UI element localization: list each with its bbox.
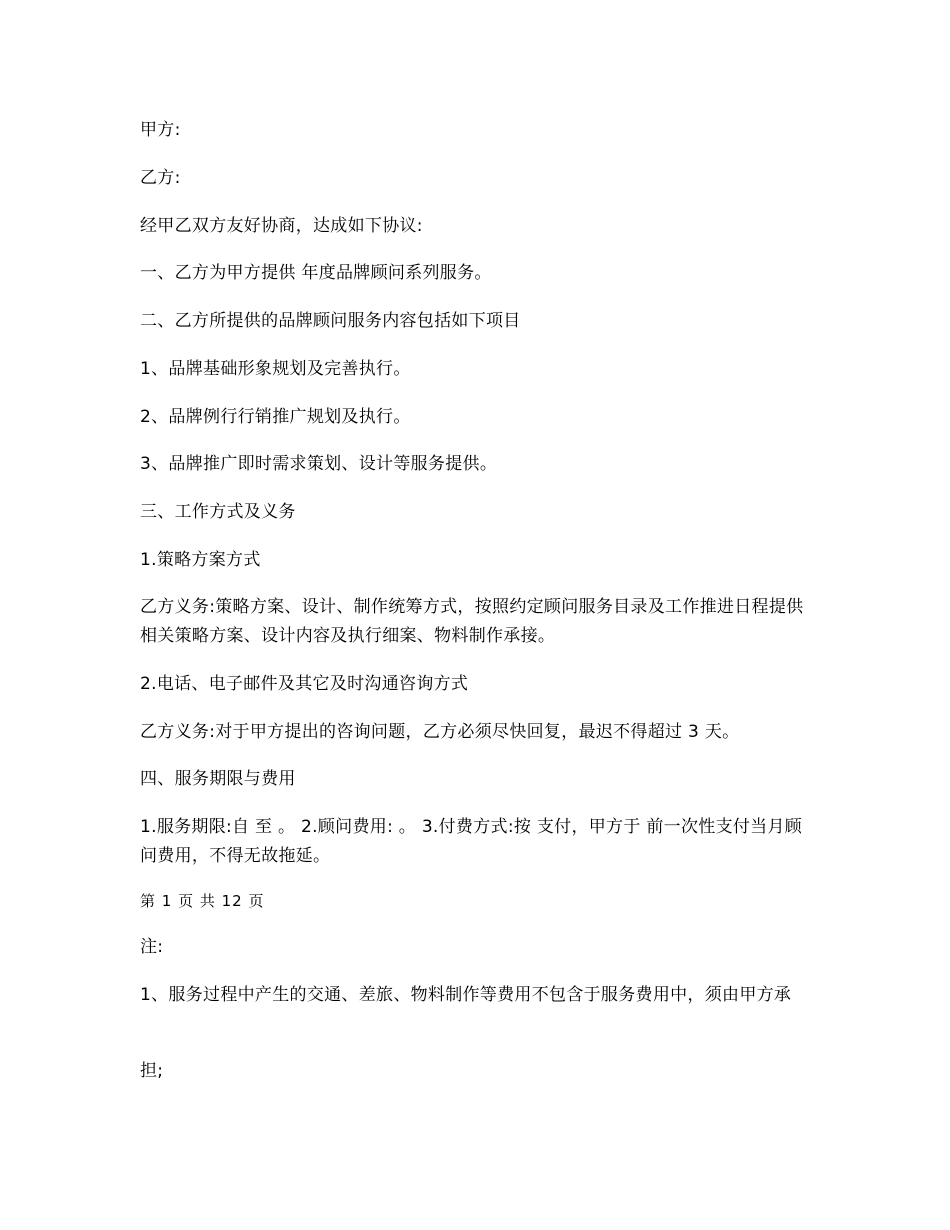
agreement-intro: 经甲乙双方友好协商，达成如下协议: [140,216,423,236]
party-b-label: 乙方: [140,168,181,188]
clause-3-heading: 三、工作方式及义务 [140,502,296,522]
note-title: 注: [140,937,164,957]
method-2-body: 乙方义务:对于甲方提出的咨询问题，乙方必须尽快回复，最迟不得超过 3 天。 [140,722,740,742]
clause-1: 一、乙方为甲方提供 年度品牌顾问系列服务。 [140,263,492,283]
clause-2-heading: 二、乙方所提供的品牌顾问服务内容包括如下项目 [140,311,521,331]
party-a-label: 甲方: [140,120,181,140]
clause-4-heading: 四、服务期限与费用 [140,769,296,789]
service-item-1: 1、品牌基础形象规划及完善执行。 [140,359,411,379]
page-footer: 第 1 页 共 12 页 [140,892,265,910]
note-1-continuation: 担; [140,1061,164,1081]
method-1-body: 乙方义务:策略方案、设计、制作统筹方式，按照约定顾问服务目录及工作推进日程提供相关策略方案、设计内容及执行细案、物料制作承接。 [140,597,804,646]
note-1: 1、服务过程中产生的交通、差旅、物料制作等费用不包含于服务费用中，须由甲方承 [140,985,792,1005]
method-1-title: 1.策略方案方式 [140,550,261,570]
service-item-2: 2、品牌例行行销推广规划及执行。 [140,407,411,427]
method-2-title: 2.电话、电子邮件及其它及时沟通咨询方式 [140,674,469,694]
service-item-3: 3、品牌推广即时需求策划、设计等服务提供。 [140,454,498,474]
term-and-fee-body: 1.服务期限:自 至 。 2.顾问费用: 。 3.付费方式:按 支付，甲方于 前一次性支付当月顾问费用，不得无故拖延。 [140,817,803,866]
